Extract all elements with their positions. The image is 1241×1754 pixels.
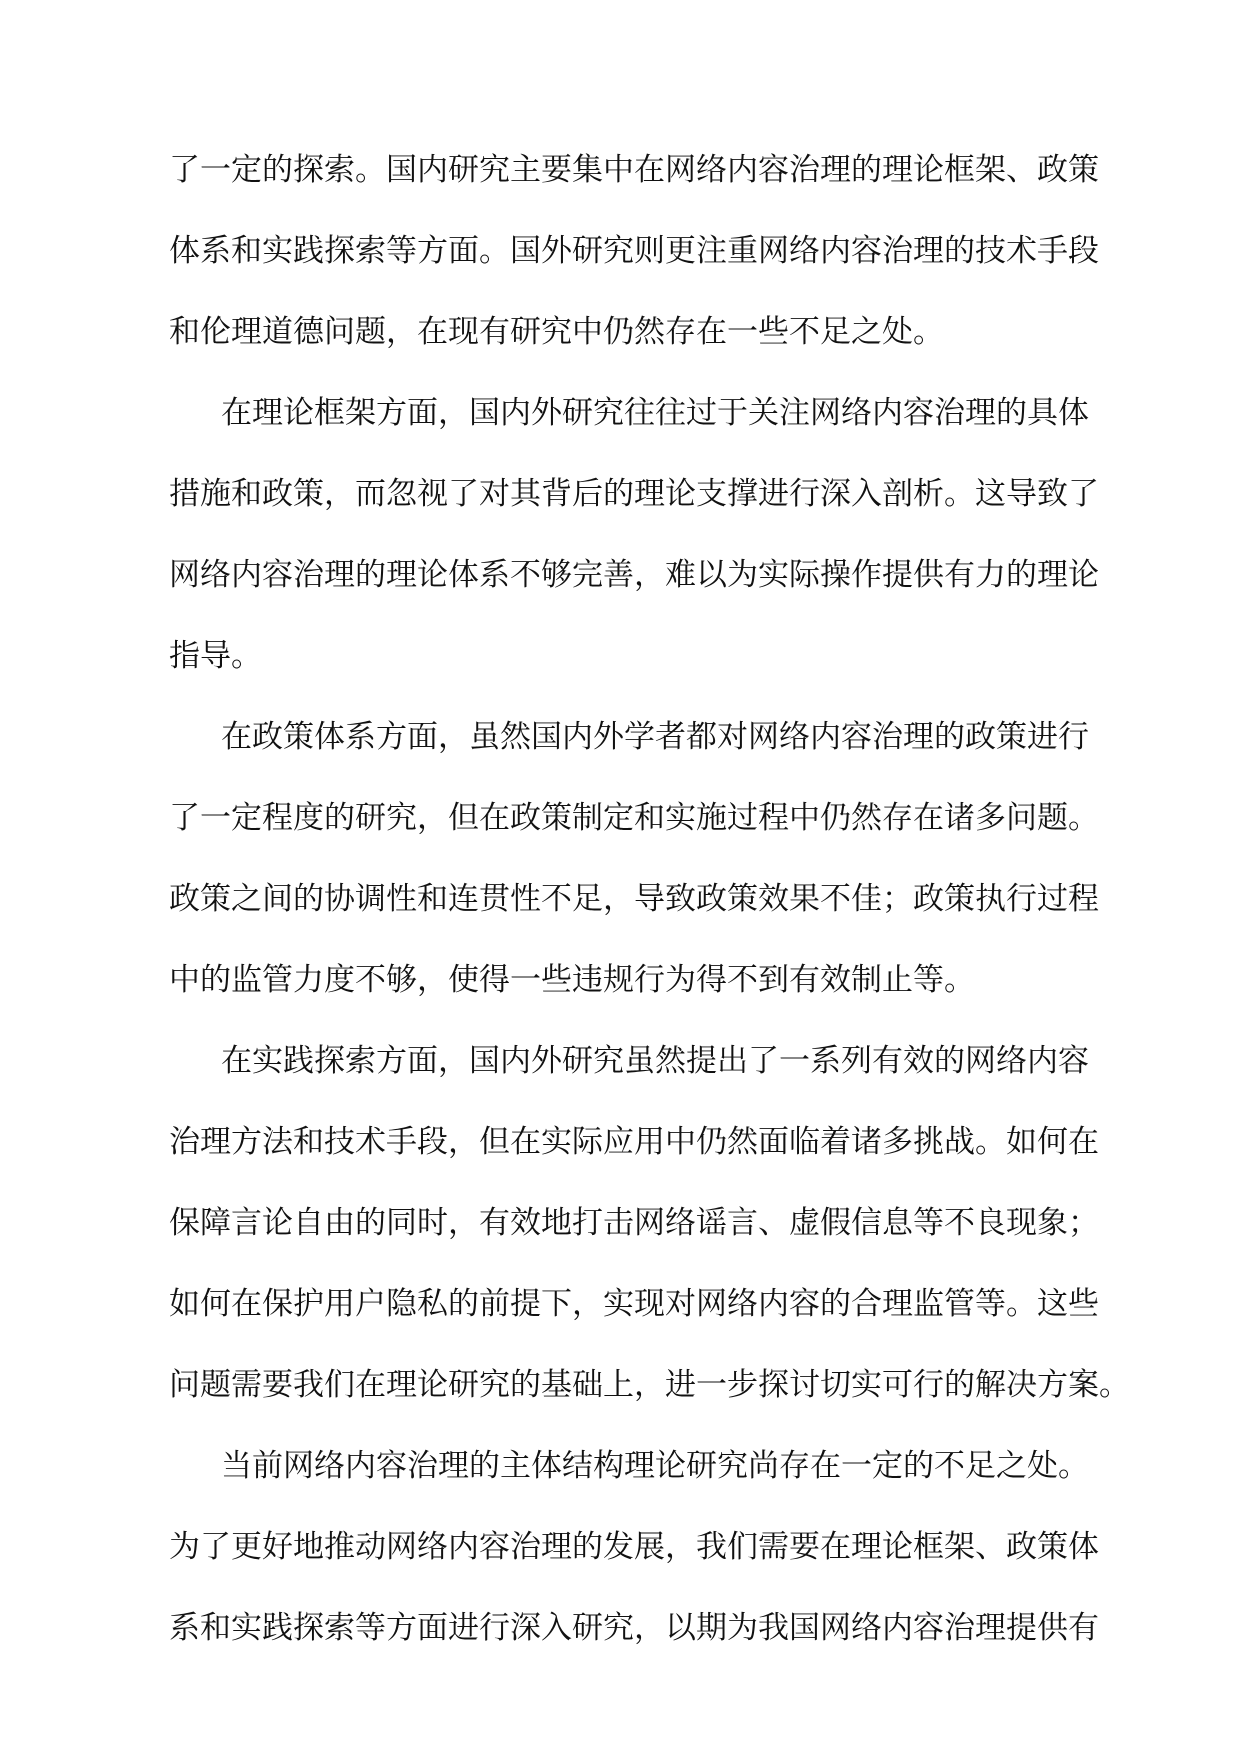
text-line: 政策之间的协调性和连贯性不足，导致政策效果不佳；政策执行过程 [169,881,1099,917]
text-line: 为了更好地推动网络内容治理的发展，我们需要在理论框架、政策体 [169,1529,1099,1565]
text-line: 了一定程度的研究，但在政策制定和实施过程中仍然存在诸多问题。 [169,800,1099,836]
text-line: 体系和实践探索等方面。国外研究则更注重网络内容治理的技术手段 [169,233,1099,269]
text-line: 措施和政策，而忽视了对其背后的理论支撑进行深入剖析。这导致了 [169,476,1099,512]
text-line: 系和实践探索等方面进行深入研究，以期为我国网络内容治理提供有 [169,1610,1099,1646]
text-line: 如何在保护用户隐私的前提下，实现对网络内容的合理监管等。这些 [169,1286,1099,1322]
text-line: 指导。 [169,638,262,674]
text-line: 问题需要我们在理论研究的基础上，进一步探讨切实可行的解决方案。 [169,1367,1130,1403]
text-line: 保障言论自由的同时，有效地打击网络谣言、虚假信息等不良现象； [169,1205,1099,1241]
text-line: 了一定的探索。国内研究主要集中在网络内容治理的理论框架、政策 [169,152,1099,188]
text-line: 在实践探索方面，国内外研究虽然提出了一系列有效的网络内容 [221,1043,1089,1079]
text-line: 中的监管力度不够，使得一些违规行为得不到有效制止等。 [169,962,975,998]
text-line: 在政策体系方面，虽然国内外学者都对网络内容治理的政策进行 [221,719,1089,755]
text-line: 治理方法和技术手段，但在实际应用中仍然面临着诸多挑战。如何在 [169,1124,1099,1160]
text-line: 在理论框架方面，国内外研究往往过于关注网络内容治理的具体 [221,395,1089,431]
text-line: 当前网络内容治理的主体结构理论研究尚存在一定的不足之处。 [221,1448,1089,1484]
text-line: 和伦理道德问题，在现有研究中仍然存在一些不足之处。 [169,314,944,350]
text-line: 网络内容治理的理论体系不够完善，难以为实际操作提供有力的理论 [169,557,1099,593]
